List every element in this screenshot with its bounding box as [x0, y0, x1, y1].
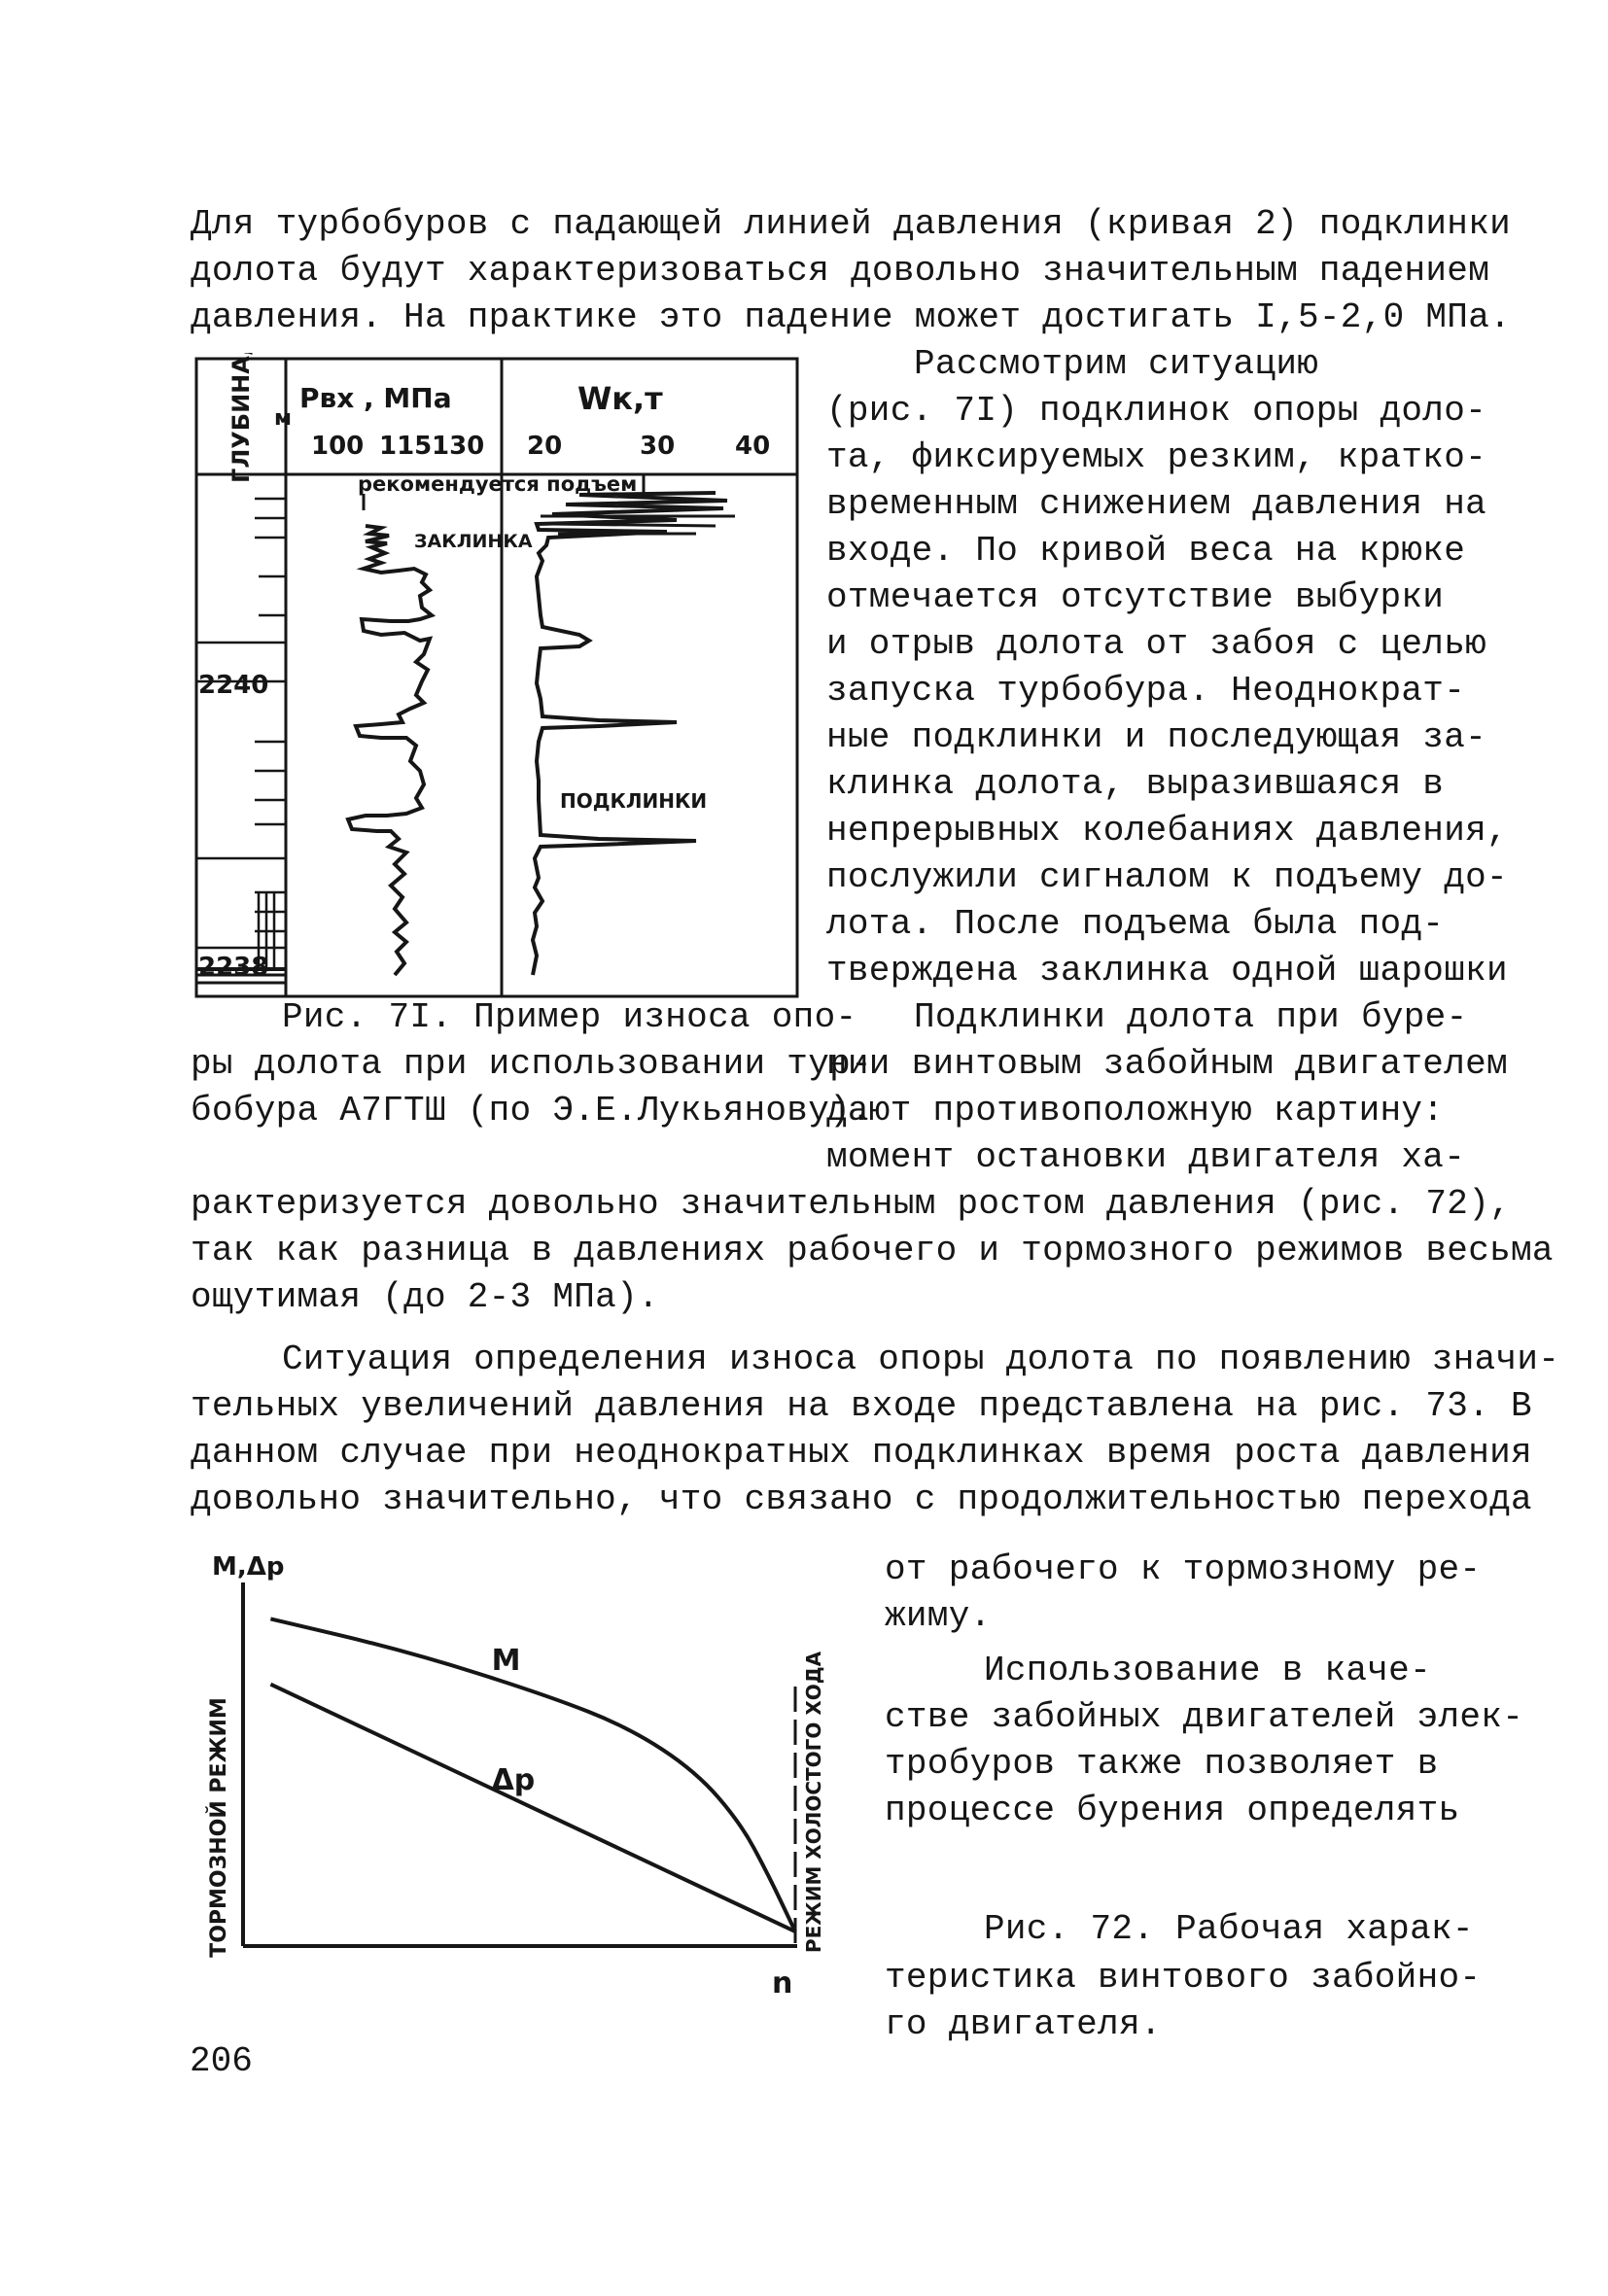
text-line: тельных увеличений давления на входе представлена на рис. 73. В [191, 1386, 1532, 1426]
text-line: лота. После подъема была под- [826, 904, 1445, 944]
annotation-subwedge: ПОДКЛИНКИ [560, 789, 708, 813]
depth-mark: 2238 [198, 953, 269, 982]
y-axis-label: M,Δp [212, 1552, 285, 1582]
text-line: клинка долота, выразившаяся в [826, 764, 1445, 804]
pressure-column-label: Pвх , МПа [299, 382, 452, 414]
pressure-tick: 115 [379, 432, 433, 461]
text-line: жиму. [885, 1596, 992, 1636]
figure-71 [191, 353, 807, 1009]
depth-column-label: ГЛУБИНА, [227, 353, 255, 483]
text-line: та, фиксируемых резким, кратко- [826, 437, 1487, 477]
figure-72 [191, 1546, 852, 2007]
annotation-lift: рекомендуется подъем [358, 472, 638, 496]
text-line: Для турбобуров с падающей линией давления (кривая 2) подклинки [191, 204, 1512, 244]
pressure-trace [348, 526, 432, 975]
depth-unit-label: м [274, 406, 292, 431]
text-line: Подклинки долота при буре- [914, 997, 1468, 1037]
text-line: от рабочего к тормозному ре- [885, 1549, 1482, 1589]
text-line: Рассмотрим ситуацию [914, 344, 1319, 384]
text-line: непрерывных колебаниях давления, [826, 811, 1508, 851]
weight-column-label: Wк,т [577, 380, 663, 417]
text-line: входе. По кривой веса на крюке [826, 531, 1466, 571]
text-line: давления. На практике это падение может достигать I,5-2,0 МПа. [191, 297, 1512, 337]
pressure-tick: 130 [432, 432, 485, 461]
text-line: Ситуация определения износа опоры долота по появлению значи- [282, 1339, 1560, 1379]
text-line: нии винтовым забойным двигателем [826, 1044, 1508, 1084]
figure-72-caption: Рис. 72. Рабочая харак- [984, 1909, 1474, 1949]
text-line: дают противоположную картину: [826, 1091, 1445, 1131]
depth-mark: 2240 [198, 671, 269, 700]
text-line: и отрыв долота от забоя с целью [826, 624, 1487, 664]
text-line: ные подклинки и последующая за- [826, 717, 1487, 757]
weight-tick: 20 [527, 432, 563, 461]
hook-weight-trace [533, 493, 727, 975]
text-line: отмечается отсутствие выбурки [826, 577, 1445, 617]
text-line: долота будут характеризоваться довольно значительным падением [191, 251, 1490, 291]
text-line: так как разница в давлениях рабочего и тормозного режимов весьма [191, 1231, 1554, 1270]
weight-tick: 30 [640, 432, 676, 461]
text-line: довольно значительно, что связано с продолжительностью перехода [191, 1479, 1532, 1519]
figure-71-caption: бобура А7ГТШ (по Э.Е.Лукьянову). [191, 1091, 872, 1131]
text-line: запуска турбобура. Неоднократ- [826, 671, 1466, 711]
text-line: данном случае при неоднократных подклинках время роста давления [191, 1433, 1532, 1473]
text-line: рактеризуется довольно значительным ростом давления (рис. 72), [191, 1184, 1512, 1224]
text-line: процессе бурения определять [885, 1791, 1460, 1830]
text-line: стве забойных двигателей элек- [885, 1697, 1524, 1737]
text-line: момент остановки двигателя ха- [826, 1137, 1466, 1177]
page-number: 206 [190, 2041, 253, 2081]
text-line: послужили сигналом к подъему до- [826, 857, 1508, 897]
text-line: временным снижением давления на [826, 484, 1487, 524]
annotation-jam: ЗАКЛИНКА [414, 531, 533, 552]
text-line: тробуров также позволяет в [885, 1744, 1439, 1784]
text-line: тверждена заклинка одной шарошки [826, 951, 1508, 991]
figure-71-caption: Рис. 7I. Пример износа опо- [282, 997, 857, 1037]
series-label: Δp [491, 1763, 536, 1798]
x-axis-label: n [772, 1966, 793, 2000]
no-load-mode-label: РЕЖИМ ХОЛОСТОГО ХОДА [802, 1651, 825, 1954]
figure-71-caption: ры долота при использовании тур- [191, 1044, 872, 1084]
pressure-tick: 100 [311, 432, 365, 461]
text-line: (рис. 7I) подклинок опоры доло- [826, 391, 1487, 431]
series-label: M [491, 1643, 521, 1678]
weight-tick: 40 [735, 432, 771, 461]
text-line: ощутимая (до 2-3 МПа). [191, 1277, 659, 1317]
text-line: Использование в каче- [984, 1651, 1431, 1690]
figure-72-caption: го двигателя. [885, 2004, 1162, 2044]
figure-72-caption: теристика винтового забойно- [885, 1958, 1482, 1998]
series-line-dp [270, 1685, 795, 1931]
braking-mode-label: ТОРМОЗНОЙ РЕЖИМ [207, 1697, 231, 1958]
